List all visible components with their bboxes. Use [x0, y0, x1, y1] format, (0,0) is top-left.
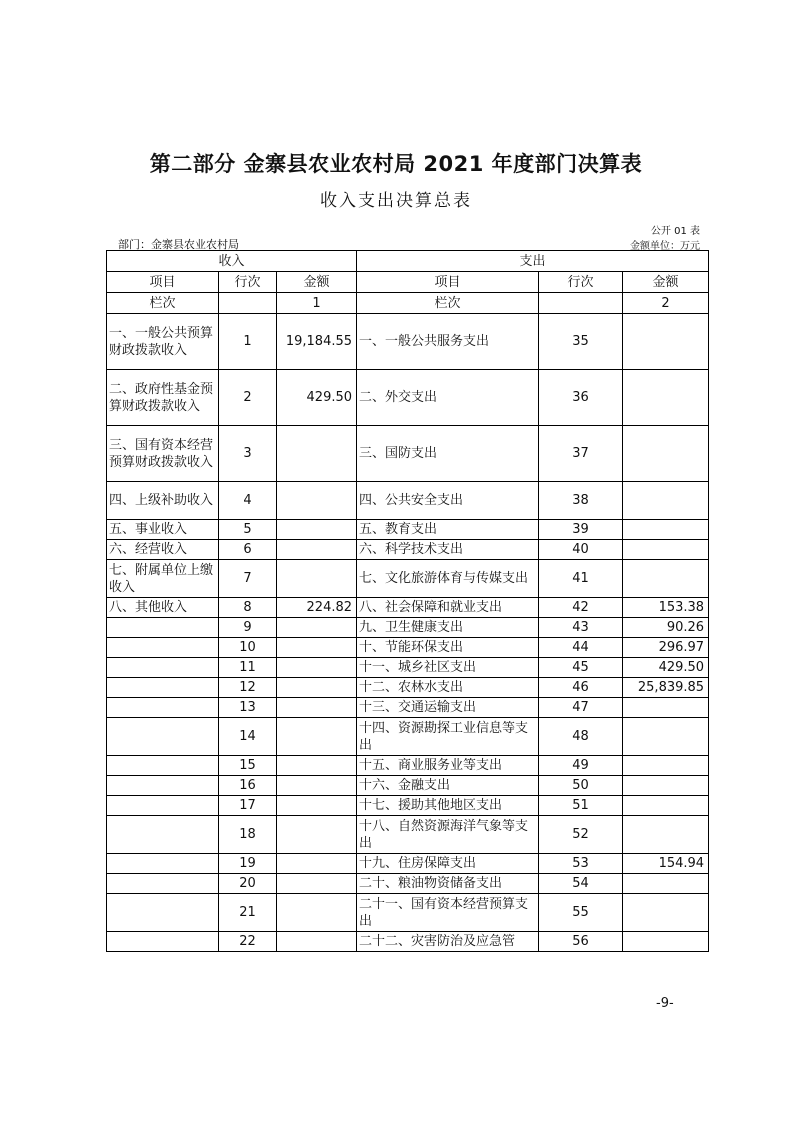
income-amount-cell	[277, 540, 357, 560]
expense-row-no-cell: 40	[539, 540, 623, 560]
income-lanci-number: 1	[277, 293, 357, 314]
income-item-cell: 八、其他收入	[107, 598, 219, 618]
income-row-no-cell: 11	[219, 658, 277, 678]
expense-item-cell: 五、教育支出	[357, 520, 539, 540]
expense-amount-cell	[623, 482, 709, 520]
income-amount-cell	[277, 816, 357, 854]
table-row	[107, 370, 709, 426]
expense-row-no-cell: 43	[539, 618, 623, 638]
expense-row-no-cell: 49	[539, 756, 623, 776]
expense-amount-cell: 25,839.85	[623, 678, 709, 698]
table-row	[107, 482, 709, 520]
document-title: 第二部分 金寨县农业农村局 2021 年度部门决算表	[149, 152, 643, 176]
department-label: 部门：金寨县农业农村局	[118, 238, 239, 251]
income-item-cell	[107, 796, 219, 816]
income-item-cell	[107, 618, 219, 638]
expense-amount-cell	[623, 756, 709, 776]
income-amount-cell	[277, 426, 357, 482]
expense-item-cell: 二十、粮油物资储备支出	[357, 874, 539, 894]
income-row-no-cell: 8	[219, 598, 277, 618]
income-amount-cell	[277, 560, 357, 598]
expense-row-no-cell: 38	[539, 482, 623, 520]
income-item-cell: 六、经营收入	[107, 540, 219, 560]
expense-item-cell: 十七、援助其他地区支出	[357, 796, 539, 816]
income-amount-cell	[277, 618, 357, 638]
income-item-cell	[107, 678, 219, 698]
income-section-header: 收入	[107, 251, 357, 272]
income-lanci-blank	[219, 293, 277, 314]
income-row-no-cell: 3	[219, 426, 277, 482]
expense-item-cell: 十、节能环保支出	[357, 638, 539, 658]
expense-item-header: 项目	[357, 272, 539, 293]
table-row	[107, 698, 709, 718]
expense-row-no-cell: 44	[539, 638, 623, 658]
table-row	[107, 816, 709, 854]
income-row-no-cell: 5	[219, 520, 277, 540]
expense-amount-cell	[623, 520, 709, 540]
expense-row-no-cell: 55	[539, 894, 623, 932]
column-index-row	[107, 293, 709, 314]
table-row	[107, 776, 709, 796]
expense-amount-cell	[623, 560, 709, 598]
expense-row-no-cell: 56	[539, 932, 623, 952]
expense-lanci-blank	[539, 293, 623, 314]
expense-row-no-cell: 42	[539, 598, 623, 618]
table-row	[107, 540, 709, 560]
income-row-no-cell: 14	[219, 718, 277, 756]
income-amount-cell: 224.82	[277, 598, 357, 618]
table-row	[107, 314, 709, 370]
income-row-no-cell: 7	[219, 560, 277, 598]
expense-amount-cell: 90.26	[623, 618, 709, 638]
income-amount-cell: 19,184.55	[277, 314, 357, 370]
table-row	[107, 874, 709, 894]
income-item-cell	[107, 698, 219, 718]
expense-item-cell: 十九、住房保障支出	[357, 854, 539, 874]
table-subtitle: 收入支出决算总表	[320, 191, 472, 211]
table-row	[107, 796, 709, 816]
expense-row-no-cell: 39	[539, 520, 623, 540]
income-amount-cell	[277, 932, 357, 952]
income-item-cell	[107, 874, 219, 894]
income-amount-cell	[277, 482, 357, 520]
income-amount-cell	[277, 718, 357, 756]
expense-row-no-cell: 51	[539, 796, 623, 816]
expense-item-cell: 八、社会保障和就业支出	[357, 598, 539, 618]
expense-amount-header: 金额	[623, 272, 709, 293]
income-amount-cell	[277, 520, 357, 540]
income-item-cell: 七、附属单位上缴收入	[107, 560, 219, 598]
income-row-no-cell: 10	[219, 638, 277, 658]
income-amount-cell: 429.50	[277, 370, 357, 426]
income-amount-cell	[277, 854, 357, 874]
income-row-no-cell: 19	[219, 854, 277, 874]
income-amount-cell	[277, 678, 357, 698]
table-row	[107, 894, 709, 932]
table-row	[107, 658, 709, 678]
income-item-header: 项目	[107, 272, 219, 293]
expense-item-cell: 一、一般公共服务支出	[357, 314, 539, 370]
expense-amount-cell: 154.94	[623, 854, 709, 874]
income-row-no-header: 行次	[219, 272, 277, 293]
table-row	[107, 618, 709, 638]
expense-row-no-cell: 50	[539, 776, 623, 796]
table-row	[107, 678, 709, 698]
expense-item-cell: 七、文化旅游体育与传媒支出	[357, 560, 539, 598]
expense-section-header: 支出	[357, 251, 709, 272]
income-row-no-cell: 9	[219, 618, 277, 638]
expense-amount-cell: 153.38	[623, 598, 709, 618]
income-item-cell	[107, 894, 219, 932]
income-item-cell	[107, 932, 219, 952]
expense-amount-cell	[623, 698, 709, 718]
expense-amount-cell	[623, 874, 709, 894]
table-row	[107, 520, 709, 540]
expense-row-no-cell: 48	[539, 718, 623, 756]
expense-amount-cell	[623, 894, 709, 932]
income-item-cell	[107, 776, 219, 796]
expense-item-cell: 二十一、国有资本经营预算支出	[357, 894, 539, 932]
expense-amount-cell	[623, 426, 709, 482]
income-amount-cell	[277, 894, 357, 932]
income-amount-cell	[277, 638, 357, 658]
table-row	[107, 598, 709, 618]
table-row	[107, 718, 709, 756]
expense-item-cell: 十八、自然资源海洋气象等支出	[357, 816, 539, 854]
income-row-no-cell: 17	[219, 796, 277, 816]
expense-amount-cell	[623, 776, 709, 796]
table-row	[107, 560, 709, 598]
table-row	[107, 426, 709, 482]
income-item-cell: 二、政府性基金预算财政拨款收入	[107, 370, 219, 426]
expense-item-cell: 四、公共安全支出	[357, 482, 539, 520]
income-amount-cell	[277, 796, 357, 816]
expense-row-no-cell: 41	[539, 560, 623, 598]
section-header-row	[107, 251, 709, 272]
income-row-no-cell: 6	[219, 540, 277, 560]
expense-item-cell: 九、卫生健康支出	[357, 618, 539, 638]
expense-row-no-cell: 53	[539, 854, 623, 874]
income-row-no-cell: 22	[219, 932, 277, 952]
income-amount-cell	[277, 698, 357, 718]
table-row	[107, 854, 709, 874]
expense-lanci-label: 栏次	[357, 293, 539, 314]
expense-lanci-number: 2	[623, 293, 709, 314]
income-row-no-cell: 15	[219, 756, 277, 776]
expense-amount-cell	[623, 796, 709, 816]
expense-row-no-header: 行次	[539, 272, 623, 293]
expense-item-cell: 三、国防支出	[357, 426, 539, 482]
expense-item-cell: 十六、金融支出	[357, 776, 539, 796]
expense-amount-cell	[623, 314, 709, 370]
expense-item-cell: 十四、资源勘探工业信息等支出	[357, 718, 539, 756]
expense-item-cell: 十三、交通运输支出	[357, 698, 539, 718]
income-item-cell	[107, 756, 219, 776]
table-row	[107, 638, 709, 658]
income-item-cell	[107, 854, 219, 874]
expense-item-cell: 十五、商业服务业等支出	[357, 756, 539, 776]
column-header-row	[107, 272, 709, 293]
income-expense-table	[106, 250, 709, 952]
income-amount-cell	[277, 776, 357, 796]
expense-row-no-cell: 36	[539, 370, 623, 426]
income-row-no-cell: 13	[219, 698, 277, 718]
expense-item-cell: 二、外交支出	[357, 370, 539, 426]
income-row-no-cell: 18	[219, 816, 277, 854]
expense-amount-cell	[623, 540, 709, 560]
income-amount-header: 金额	[277, 272, 357, 293]
income-item-cell: 一、一般公共预算财政拨款收入	[107, 314, 219, 370]
income-amount-cell	[277, 756, 357, 776]
expense-amount-cell: 296.97	[623, 638, 709, 658]
income-row-no-cell: 20	[219, 874, 277, 894]
amount-unit-label: 金额单位：万元	[630, 241, 700, 252]
page-number: -9-	[656, 996, 674, 1011]
income-amount-cell	[277, 874, 357, 894]
income-lanci-label: 栏次	[107, 293, 219, 314]
income-row-no-cell: 4	[219, 482, 277, 520]
expense-row-no-cell: 37	[539, 426, 623, 482]
expense-amount-cell	[623, 932, 709, 952]
expense-row-no-cell: 35	[539, 314, 623, 370]
table-row	[107, 756, 709, 776]
income-row-no-cell: 1	[219, 314, 277, 370]
income-item-cell: 五、事业收入	[107, 520, 219, 540]
expense-amount-cell	[623, 718, 709, 756]
expense-item-cell: 六、科学技术支出	[357, 540, 539, 560]
income-row-no-cell: 16	[219, 776, 277, 796]
income-row-no-cell: 2	[219, 370, 277, 426]
expense-amount-cell: 429.50	[623, 658, 709, 678]
expense-row-no-cell: 54	[539, 874, 623, 894]
income-amount-cell	[277, 658, 357, 678]
income-item-cell	[107, 638, 219, 658]
income-row-no-cell: 21	[219, 894, 277, 932]
income-row-no-cell: 12	[219, 678, 277, 698]
income-item-cell: 四、上级补助收入	[107, 482, 219, 520]
expense-item-cell: 十一、城乡社区支出	[357, 658, 539, 678]
income-item-cell	[107, 718, 219, 756]
expense-row-no-cell: 45	[539, 658, 623, 678]
table-row	[107, 932, 709, 952]
expense-amount-cell	[623, 370, 709, 426]
expense-row-no-cell: 52	[539, 816, 623, 854]
expense-amount-cell	[623, 816, 709, 854]
income-item-cell	[107, 658, 219, 678]
expense-row-no-cell: 47	[539, 698, 623, 718]
expense-item-cell: 二十二、灾害防治及应急管	[357, 932, 539, 952]
income-item-cell: 三、国有资本经营预算财政拨款收入	[107, 426, 219, 482]
form-number: 公开 01 表	[650, 226, 700, 237]
expense-row-no-cell: 46	[539, 678, 623, 698]
expense-item-cell: 十二、农林水支出	[357, 678, 539, 698]
income-item-cell	[107, 816, 219, 854]
